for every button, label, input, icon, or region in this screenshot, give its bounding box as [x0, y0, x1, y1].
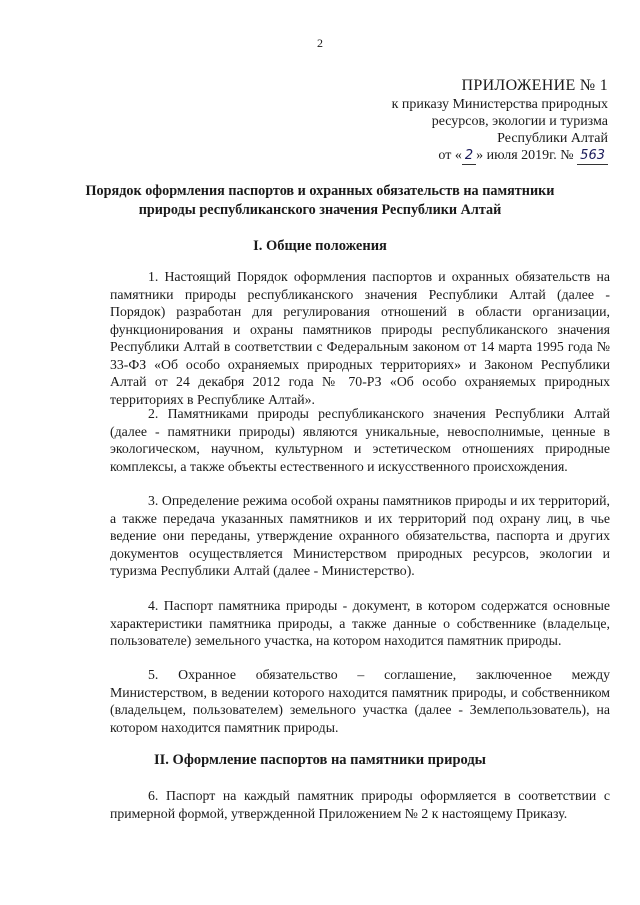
appendix-header	[348, 76, 608, 165]
paragraph-3: 3. Определение режима особой охраны памятников природы и их территорий, а также передача указанных памятников и их территорий под охрану лиц, в чье ведение они переданы, утверждение охранного обязательства, паспорта и других документов осуществляется Министерством природных ресурсов, экологии и туризма Республики Алтай (далее - Министерство).	[110, 493, 610, 578]
appendix-line-2: ресурсов, экологии и туризма	[431, 114, 608, 129]
paragraph-1: 1. Настоящий Порядок оформления паспортов и охранных обязательств на памятники природы республиканского значения Республики Алтай (далее - Порядок) разработан для регулирования отношений в области организации, функционирования и охраны памятников природы республиканского значения Республики Алтай в соответствии с Федеральным законом от 14 марта 1995 года № 33-ФЗ «Об особо охраняемых природных территориях» и Законом Республики Алтай от 24 декабря 2012 года № 70-РЗ «Об особо охраняемых природных территориях в Республике Алтай».	[110, 269, 610, 407]
handwritten-day: 2	[462, 147, 476, 165]
date-middle: » июля 2019г. №	[476, 148, 574, 163]
handwritten-order-number: 563	[577, 147, 608, 165]
section-title-passports: II. Оформление паспортов на памятники природы	[154, 752, 486, 768]
appendix-line-3: Республики Алтай	[497, 131, 608, 146]
paragraph-5: 5. Охранное обязательство – соглашение, заключенное между Министерством, в ведении которого находится памятник природы, и собственником (владельцем, пользователем) земельного участка (далее - Землепользователь), на котором находится памятник природы.	[110, 667, 610, 735]
page-number: 2	[317, 36, 323, 50]
paragraph-2: 2. Памятниками природы республиканского значения Республики Алтай (далее - памятники природы) являются уникальные, невосполнимые, ценные в экологическом, научном, культурном и эстетическом отношениях природные комплексы, а также объекты естественного и искусственного происхождения.	[110, 406, 610, 474]
paragraph-6: 6. Паспорт на каждый памятник природы оформляется в соответствии с примерной формой, утвержденной Приложением № 2 к настоящему Приказу.	[110, 788, 610, 821]
date-prefix: от «	[438, 148, 462, 163]
section-title-general: I. Общие положения	[253, 238, 387, 254]
appendix-date-line	[348, 147, 608, 165]
document-title: Порядок оформления паспортов и охранных обязательств на памятники природы республиканского значения Республики Алтай	[85, 183, 555, 218]
paragraph-4: 4. Паспорт памятника природы - документ, в котором содержатся основные характеристики памятника природы, а также данные о собственнике (владельце, пользователе) земельного участка, на котором находится памятник природы.	[110, 598, 610, 648]
appendix-line-1: к приказу Министерства природных	[391, 97, 608, 112]
appendix-title: ПРИЛОЖЕНИЕ № 1	[461, 77, 608, 94]
